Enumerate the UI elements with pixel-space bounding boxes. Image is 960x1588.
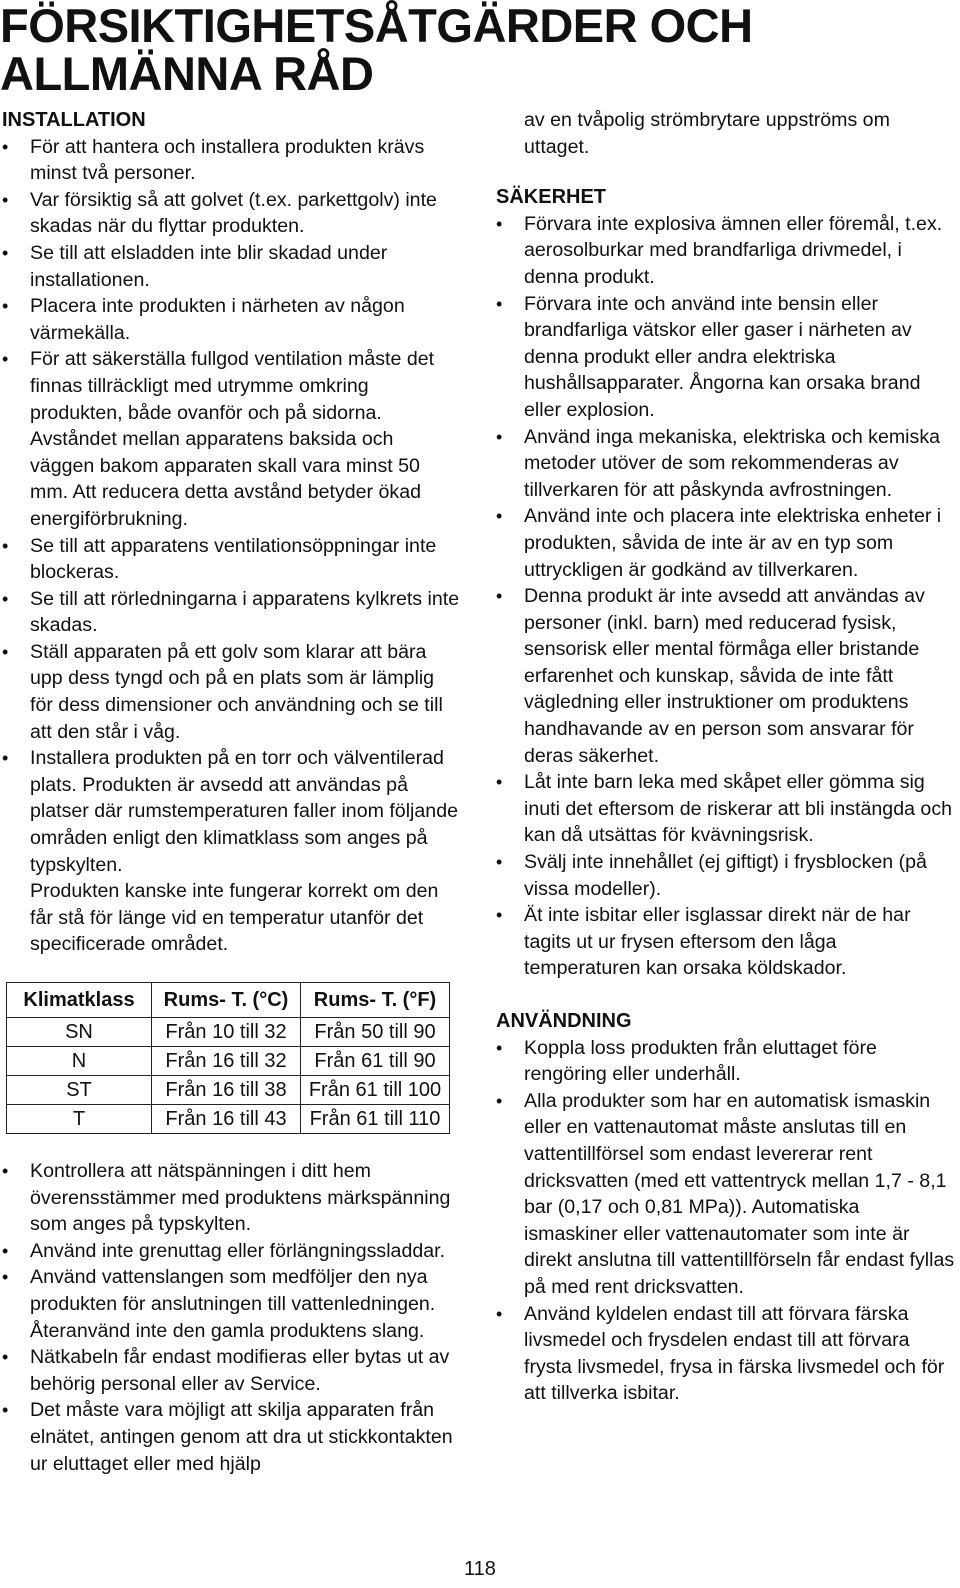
table-header-cell: Rums- T. (°C) bbox=[152, 983, 301, 1018]
continued-text: av en tvåpolig strömbrytare uppströms om uttaget. bbox=[524, 109, 890, 158]
list-item: • Nätkabeln får endast modifieras eller bytas ut av behörig personal eller av Service. bbox=[2, 1344, 462, 1397]
installation-heading: INSTALLATION bbox=[2, 109, 146, 131]
table-cell: SN bbox=[7, 1018, 152, 1047]
climate-class-table bbox=[6, 982, 450, 1134]
sakerhet-list bbox=[496, 211, 956, 982]
list-item: • För att säkerställa fullgod ventilation måste det finnas tillräckligt med utrymme omkring produkten, både ovanför och på sidorna. Avståndet mellan apparatens baksida och väggen bakom apparaten skall vara minst 50 mm. Att reducera detta avstånd betyder ökad energiförbrukning. bbox=[2, 346, 462, 532]
installation-list-continued bbox=[2, 1158, 462, 1477]
list-item: • För att hantera och installera produkten krävs minst två personer. bbox=[2, 134, 462, 187]
list-item: • Alla produkter som har en automatisk ismaskin eller en vattenautomat måste anslutas till en vattentillförsel som endast levererar rent dricksvatten (med ett vattentryck mellan 1,7 - 8,1 bar (0,17 och 0,81 MPa)). Automatiska ismaskiner eller vattenautomater som inte är direkt anslutna till vattentillförseln får endast fyllas på med rent dricksvatten. bbox=[496, 1088, 956, 1301]
anvandning-heading: ANVÄNDNING bbox=[496, 1010, 632, 1032]
title-line-1: FÖRSIKTIGHETSÅTGÄRDER OCH bbox=[0, 0, 753, 52]
list-item: • Koppla loss produkten från eluttaget före rengöring eller underhåll. bbox=[496, 1035, 956, 1088]
left-column bbox=[2, 107, 462, 1477]
table-cell: Från 16 till 38 bbox=[152, 1076, 301, 1105]
list-item: • Se till att apparatens ventilationsöppningar inte blockeras. bbox=[2, 533, 462, 586]
list-item: • Kontrollera att nätspänningen i ditt hem överensstämmer med produktens märkspänning som anges på typskylten. bbox=[2, 1158, 462, 1238]
page-title bbox=[0, 2, 940, 98]
list-item: • Använd vattenslangen som medföljer den nya produkten för anslutningen till vattenledningen. Återanvänd inte den gamla produktens slang. bbox=[2, 1264, 462, 1344]
table-header-row bbox=[7, 983, 450, 1018]
temperature-note: Produkten kanske inte fungerar korrekt om den får stå för länge vid en temperatur utanför det specificerade området. bbox=[30, 880, 439, 956]
table-cell: Från 10 till 32 bbox=[152, 1018, 301, 1047]
list-item: • Låt inte barn leka med skåpet eller gömma sig inuti det eftersom de riskerar att bli instängda och kan då utsättas för kvävningsrisk. bbox=[496, 769, 956, 849]
table-cell: T bbox=[7, 1105, 152, 1134]
sakerhet-heading: SÄKERHET bbox=[496, 186, 607, 209]
list-item: • Installera produkten på en torr och välventilerad plats. Produkten är avsedd att användas på platser där rumstemperaturen faller inom följande områden enligt den klimatklass som anges på typskylten. bbox=[2, 745, 462, 878]
table-cell: Från 61 till 100 bbox=[301, 1076, 450, 1105]
table-cell: Från 61 till 110 bbox=[301, 1105, 450, 1134]
table-header-cell: Klimatklass bbox=[7, 983, 152, 1018]
list-item: • Ställ apparaten på ett golv som klarar att bära upp dess tyngd och på en plats som är lämplig för dess dimensioner och användning och se till att den står i våg. bbox=[2, 639, 462, 745]
anvandning-list bbox=[496, 1035, 956, 1407]
list-item: • Använd inte grenuttag eller förlängningssladdar. bbox=[2, 1238, 462, 1265]
table-cell: Från 16 till 43 bbox=[152, 1105, 301, 1134]
list-item: • Det måste vara möjligt att skilja apparaten från elnätet, antingen genom att dra ut stickkontakten ur eluttaget eller med hjälp bbox=[2, 1397, 462, 1477]
table-header-cell: Rums- T. (°F) bbox=[301, 983, 450, 1018]
installation-list bbox=[2, 134, 462, 879]
table-row bbox=[7, 1076, 450, 1105]
table-cell: ST bbox=[7, 1076, 152, 1105]
title-line-2: ALLMÄNNA RÅD bbox=[0, 47, 374, 100]
list-item: • Ät inte isbitar eller isglassar direkt när de har tagits ut ur frysen eftersom den låga temperaturen kan orsaka köldskador. bbox=[496, 902, 956, 982]
list-item: • Förvara inte och använd inte bensin eller brandfarliga vätskor eller gaser i närheten av denna produkt eller andra elektriska hushållsapparater. Ångorna kan orsaka brand eller explosion. bbox=[496, 291, 956, 424]
list-item: • Denna produkt är inte avsedd att användas av personer (inkl. barn) med reducerad fysisk, sensorisk eller mental förmåga eller bristande erfarenhet och kunskap, såvida de inte fått vägledning eller instruktioner om produktens handhavande av en person som ansvarar för deras säkerhet. bbox=[496, 583, 956, 769]
table-cell: N bbox=[7, 1047, 152, 1076]
list-item: • Använd inga mekaniska, elektriska och kemiska metoder utöver de som rekommenderas av tillverkaren för att påskynda avfrostningen. bbox=[496, 424, 956, 504]
table-cell: Från 50 till 90 bbox=[301, 1018, 450, 1047]
list-item: • Använd inte och placera inte elektriska enheter i produkten, såvida de inte är av en typ som uttryckligen är godkänd av tillverkaren. bbox=[496, 503, 956, 583]
right-column bbox=[496, 107, 956, 1407]
list-item: • Förvara inte explosiva ämnen eller föremål, t.ex. aerosolburkar med brandfarliga drivmedel, i denna produkt. bbox=[496, 211, 956, 291]
table-row bbox=[7, 1018, 450, 1047]
page-number: 118 bbox=[464, 1558, 496, 1580]
table-cell: Från 16 till 32 bbox=[152, 1047, 301, 1076]
list-item: • Placera inte produkten i närheten av någon värmekälla. bbox=[2, 293, 462, 346]
list-item: • Var försiktig så att golvet (t.ex. parkettgolv) inte skadas när du flyttar produkten. bbox=[2, 187, 462, 240]
table-row bbox=[7, 1047, 450, 1076]
table-row bbox=[7, 1105, 450, 1134]
list-item: • Se till att elsladden inte blir skadad under installationen. bbox=[2, 240, 462, 293]
list-item: • Svälj inte innehållet (ej giftigt) i frysblocken (på vissa modeller). bbox=[496, 849, 956, 902]
table-cell: Från 61 till 90 bbox=[301, 1047, 450, 1076]
list-item: • Använd kyldelen endast till att förvara färska livsmedel och frysdelen endast till att förvara frysta livsmedel, frysa in färska livsmedel och för att tillverka isbitar. bbox=[496, 1301, 956, 1407]
list-item: • Se till att rörledningarna i apparatens kylkrets inte skadas. bbox=[2, 586, 462, 639]
